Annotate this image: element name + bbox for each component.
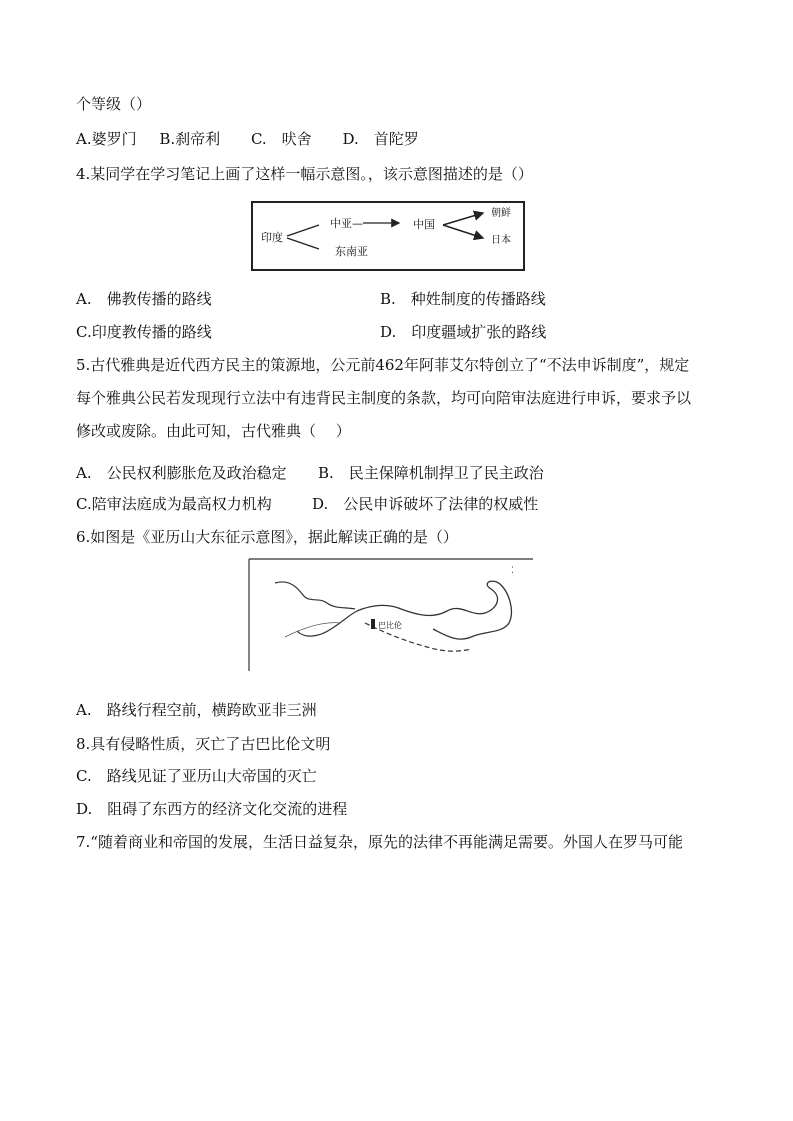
q6-option-d[interactable]: D. 阻碍了东西方的经济文化交流的进程 <box>76 800 348 818</box>
arrow-china-korea <box>443 213 483 225</box>
question-5-stem-2: 每个雅典公民若发现现行立法中有违背民主制度的条款，均可向陪审法庭进行申诉，要求予以 <box>76 389 692 407</box>
question-7-stem: 7.“随着商业和帝国的发展，生活日益复杂，原先的法律不再能满足需要。外国人在罗马可能 <box>76 833 683 851</box>
arrow-india-central-asia <box>287 225 319 236</box>
q3-option-c[interactable]: C. 吠舍 <box>250 130 312 148</box>
route-line-egypt <box>297 611 357 636</box>
diagram-canvas <box>253 203 523 269</box>
route-line-west <box>275 582 355 609</box>
coastline <box>285 623 341 637</box>
arrow-india-southeast-asia <box>287 238 319 249</box>
label-southeast-asia: 东南亚 <box>335 245 368 258</box>
babylon-marker <box>371 619 375 629</box>
q4-option-d[interactable]: D. 印度疆域扩张的路线 <box>380 323 547 341</box>
question-6-stem: 6.如图是《亚历山大东征示意图》，据此解读正确的是（） <box>76 528 458 546</box>
alexander-campaign-map <box>245 557 537 673</box>
question-4-stem: 4.某同学在学习笔记上画了这样一幅示意图。，该示意图描述的是（） <box>76 165 533 183</box>
question-5-stem-1: 5.古代雅典是近代西方民主的策源地，公元前462年阿菲艾尔特创立了“不法申诉制度”，规定 <box>76 356 690 374</box>
map-mark-glyph: ⁚ <box>511 566 514 576</box>
question-3-stem-end: 个等级（） <box>76 95 152 113</box>
q6-option-a[interactable]: A. 路线行程空前，横跨欧亚非三洲 <box>76 701 317 719</box>
label-japan: 日本 <box>491 235 511 246</box>
q6-option-b[interactable]: 8.具有侵略性质，灭亡了古巴比伦文明 <box>76 735 331 753</box>
label-central-asia: 中亚— <box>330 217 363 230</box>
q5-option-d[interactable]: D. 公民申诉破坏了法律的权威性 <box>312 495 539 513</box>
q6-option-c[interactable]: C. 路线见证了亚历山大帝国的灭亡 <box>76 767 317 785</box>
q4-option-c[interactable]: C.印度教传播的路线 <box>76 323 212 341</box>
map-canvas <box>245 557 537 673</box>
q3-options-row <box>76 129 419 149</box>
label-india: 印度 <box>261 231 283 244</box>
spread-route-diagram <box>251 201 525 271</box>
q4-option-a[interactable]: A. 佛教传播的路线 <box>76 290 212 308</box>
q3-option-b[interactable]: B.刹帝利 <box>159 130 221 148</box>
label-korea: 朝鲜 <box>491 208 511 219</box>
q3-option-a[interactable]: A.婆罗门 <box>76 130 137 148</box>
q5-option-b[interactable]: B. 民主保障机制捍卫了民主政治 <box>318 464 544 482</box>
q4-option-b[interactable]: B. 种姓制度的传播路线 <box>380 290 546 308</box>
question-5-stem-3: 修改或废除。由此可知，古代雅典（ ） <box>76 422 351 440</box>
q3-option-d[interactable]: D. 首陀罗 <box>342 130 419 148</box>
q5-option-c[interactable]: C.陪审法庭成为最高权力机构 <box>76 495 272 513</box>
label-babylon: 巴比伦 <box>378 621 402 630</box>
q5-option-a[interactable]: A. 公民权利膨胀危及政治稳定 <box>76 464 287 482</box>
label-china: 中国 <box>413 218 435 231</box>
arrow-china-japan <box>443 225 483 238</box>
